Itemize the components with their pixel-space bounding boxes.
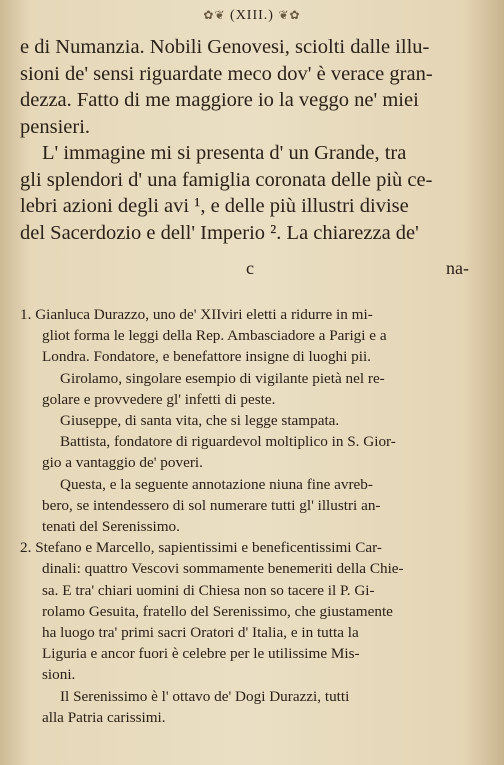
footnote-line: sioni. [42,666,76,684]
catchword: na- [446,258,469,278]
footnote-line: Battista, fondatore di riguardevol moltiplico in S. Gior- [60,433,396,451]
footnote-line: Giuseppe, di santa vita, che si legge stampata. [60,412,340,430]
footnote-line: Il Serenissimo è l' ottavo de' Dogi Durazzi, tutti [60,687,350,705]
body-line: del Sacerdozio e dell' Imperio ². La chiarezza de' [20,221,419,244]
body-line: lebri azioni degli avi ¹, e delle più illustri divise [20,195,409,217]
main-text [20,34,484,246]
footnotes [20,304,484,728]
footnote-line: 1. Gianluca Durazzo, uno de' XIIviri eletti a ridurre in mi- [20,306,373,323]
body-line: sioni de' sensi riguardate meco dov' è verace gran- [20,62,433,85]
body-line: gli splendori d' una famiglia coronata delle più ce- [20,168,433,191]
body-line: pensieri. [20,115,91,138]
ornament-right-icon: ❦✿ [278,8,301,22]
footnote-line: Liguria e ancor fuori è celebre per le utilissime Mis- [42,645,360,663]
ornament-left-icon: ✿❦ [203,8,226,22]
footnote-line: Girolamo, singolare esempio di vigilante pietà nel re- [60,369,385,387]
footnote-line: dinali: quattro Vescovi sommamente benemeriti della Chie- [42,560,404,578]
footnote-line: golare e provvedere gl' infetti di peste. [42,390,276,408]
page-header [0,8,504,24]
page-number: (XIII.) [230,8,274,23]
footnote-line: gio a vantaggio de' poveri. [42,454,203,472]
signature-mark: c [246,258,254,278]
footnote-line: bero, se intendessero di sol numerare tutti gl' illustri an- [42,496,381,514]
footnote-line: Londra. Fondatore, e benefattore insigne di luoghi pii. [42,348,371,366]
footnote-line: sa. E tra' chiari uomini di Chiesa non so tacere il P. Gi- [42,581,375,599]
body-line: e di Numanzia. Nobili Genovesi, sciolti dalle illu- [20,36,430,58]
footnote-line: Questa, e la seguente annotazione niuna fine avreb- [60,475,373,493]
body-line: L' immagine mi si presenta d' un Grande, tra [42,142,407,164]
footnote-line: alla Patria carissimi. [42,708,166,726]
body-line: dezza. Fatto di me maggiore io la veggo ne' miei [20,89,419,111]
footnote-line: gliot forma le leggi della Rep. Ambasciadore a Parigi e a [42,327,387,345]
footnote-line: 2. Stefano e Marcello, sapientissimi e beneficentissimi Car- [20,539,382,557]
footnote-line: tenati del Serenissimo. [42,518,180,536]
footnote-line: ha luogo tra' primi sacri Oratori d' Italia, e in tutta la [42,624,359,642]
footnote-line: rolamo Gesuita, fratello del Serenissimo, che giustamente [42,602,393,620]
